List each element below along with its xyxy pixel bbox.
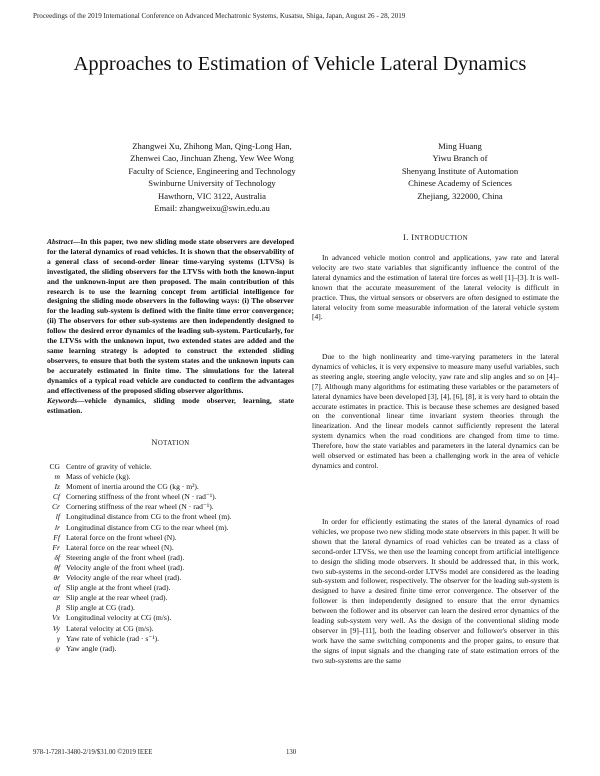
author-affiliation-left [82, 140, 342, 214]
notation-description: Slip angle at the front wheel (rad). [66, 583, 171, 593]
notation-row [32, 593, 302, 603]
notation-row [32, 613, 302, 623]
notation-row [32, 553, 302, 563]
notation-description: Steering angle of the front wheel (rad). [66, 552, 185, 562]
author-line: Zhejiang, 322000, China [417, 190, 503, 201]
notation-symbol: δf [54, 552, 60, 562]
notation-row [32, 492, 302, 502]
notation-row [32, 502, 302, 512]
notation-row [32, 583, 302, 593]
author-line: Faculty of Science, Engineering and Technology [128, 165, 296, 176]
notation-row [32, 472, 302, 482]
keywords [47, 396, 294, 416]
notation-description: Slip angle at the rear wheel (rad). [66, 593, 168, 603]
notation-symbol: Cf [52, 492, 60, 502]
notation-row [32, 523, 302, 533]
intro-paragraph: Due to the high nonlinearity and time-varying parameters in the lateral dynamics of vehicles, it is very expensive to measure many useful variables, such as steering angle, steering angle velocity, yaw rate and slip angles and so on [4]–[7]. Although many algorithms for estimating these variables or the parameters of lateral dynamics have been developed [3], [4], [6], [8], it is very hard to obtain the accurate estimates in practice. This is because these schemes are designed based on the conventional linear time invariant system theories through the linearization. And the linear models cannot sufficiently represent the lateral system dynamics when the road conditions are changed from time to time. Therefore, how the state variables and parameters in the lateral dynamics can be well observed or estimated has been a challenging work in the area of vehicle dynamics and control. [312, 352, 559, 470]
keywords-text: —vehicle dynamics, sliding mode observer, learning, state estimation. [47, 396, 294, 415]
notation-description: Slip angle at CG (rad). [66, 603, 135, 613]
notation-description: Mass of vehicle (kg). [66, 472, 131, 482]
author-line: Zhangwei Xu, Zhihong Man, Qing-Long Han, [132, 141, 292, 151]
notation-description: Yaw angle (rad). [66, 643, 117, 653]
author-line: Shenyang Institute of Automation [401, 165, 519, 176]
notation-row [32, 482, 302, 492]
abstract-text: —In this paper, two new sliding mode state observers are developed for the lateral dynamics of road vehicles. It is shown that the observability of a general class of second-order linear time-varying systems (LTVSs) is investigated, the sliding observers for the LTVSs with both the known-input and the unknown-input are then proposed. The main contribution of this research is to use the learning concept from artificial intelligence for designing the sliding mode observers in the following ways: (i) The observer for the leading sub-system is defined with the finite time error convergence; (ii) The observers for other sub-systems are then independently designed to follow the desired error dynamics of the leading sub-system. Particularly, for the LTVSs with the unknown input, two extended states are added and the same learning strategy is adopted to construct the extended sliding observers, to ensure that both the system states and the unknown inputs can be accurately estimated in finite time. The simulations for the lateral dynamics of a typical road vehicle are conducted to confirm the advantages and effectiveness of the proposed sliding observer algorithms. [47, 237, 294, 395]
author-email: Email: zhangweixu@swin.edu.au [154, 203, 270, 214]
copyright-footer: 978-1-7281-3480-2/19/$31.00 ©2019 IEEE [33, 749, 153, 756]
notation-row [32, 543, 302, 553]
notation-symbol: αf [53, 583, 60, 593]
author-line: Hawthorn, VIC 3122, Australia [158, 190, 266, 201]
keywords-label: Keywords [47, 396, 77, 405]
notation-row [32, 573, 302, 583]
notation-symbol: lr [54, 522, 60, 532]
notation-row [32, 624, 302, 634]
notation-description: Longitudinal distance from CG to the rear wheel (m). [66, 522, 229, 532]
notation-symbol: Cr [51, 502, 60, 512]
notation-symbol: m [54, 472, 60, 482]
conference-header: Proceedings of the 2019 International Conference on Advanced Mechatronic Systems, Kusatsu, Shiga, Japan, August 26 - 28, 2019 [33, 12, 406, 20]
notation-symbol: CG [49, 462, 60, 471]
notation-symbol: Iz [54, 482, 60, 492]
notation-description: Longitudinal distance from CG to the front wheel (m). [66, 512, 232, 522]
notation-description: Moment of inertia around the CG (kg · m²). [66, 482, 199, 492]
notation-row [32, 644, 302, 654]
notation-description: Velocity angle of the front wheel (rad). [66, 562, 185, 572]
notation-symbol: Fr [52, 542, 60, 552]
notation-row [32, 462, 302, 472]
notation-symbol: Vy [52, 623, 60, 633]
notation-description: Lateral force on the front wheel (N). [66, 532, 177, 542]
notation-description: Lateral force on the rear wheel (N). [66, 542, 174, 552]
author-line: Ming Huang [438, 141, 482, 151]
notation-symbol: αr [53, 593, 60, 603]
notation-row [32, 512, 302, 522]
notation-symbol: θr [53, 573, 60, 583]
notation-description: Cornering stiffness of the front wheel (N · rad⁻¹). [66, 492, 217, 502]
introduction-heading: I. INTRODUCTION [403, 233, 468, 242]
notation-row [32, 634, 302, 644]
notation-row [32, 533, 302, 543]
notation-description: Lateral velocity at CG (m/s). [66, 623, 154, 633]
notation-symbol: lf [55, 512, 60, 522]
notation-description: Yaw rate of vehicle (rad · s⁻¹). [66, 633, 160, 643]
notation-symbol: θf [54, 562, 60, 572]
notation-symbol: Ff [53, 532, 60, 542]
notation-description: Longitudinal velocity at CG (m/s). [66, 613, 172, 623]
notation-list [32, 462, 302, 654]
author-line: Yiwu Branch of [432, 153, 488, 164]
author-line: Zhenwei Cao, Jinchuan Zheng, Yew Wee Wong [130, 153, 294, 164]
author-affiliation-right [365, 140, 555, 202]
notation-row [32, 563, 302, 573]
notation-symbol: γ [57, 633, 60, 643]
author-line: Swinburne University of Technology [148, 178, 276, 189]
page-number: 130 [286, 749, 297, 756]
notation-heading: NOTATION [151, 438, 190, 447]
notation-symbol: β [56, 603, 60, 613]
abstract-label: Abstract [47, 237, 73, 246]
intro-paragraph: In order for efficiently estimating the states of the lateral dynamics of road vehicles, we propose two new sliding mode state observers in this paper. It will be shown that the lateral dynamics of road vehicles can be treated as a class of second-order LTVSs, we then use the learning concept from artificial intelligence to design the sliding mode observers. It should be addressed that, in this work, two sub-systems in the second-order LTVSs model are considered as the leading sub-system and follower, respectively. The observer for the leading sub-system is designed to have a desired finite time error convergence. The observer of the follower is then independently designed to ensure that the error dynamics between the follower and its observer can learn the desired error dynamics of the leading sub-system very well. As the design of the conventional sliding mode observer in [9]–[11], both the leading observer and follower's observer in this work have the same switching components and the proper gains, to ensure that the signs of input signals and the changing rate of state estimation errors of the two sub-systems are the same [312, 517, 559, 665]
notation-description: Centre of gravity of vehicle. [66, 462, 152, 471]
intro-paragraph: In advanced vehicle motion control and applications, yaw rate and lateral velocity are two state variables that significantly influence the control of the lateral dynamics and the estimation of lateral tire forces as well [1]–[3]. It is well-known that the accurate measurement of the lateral velocity is difficult in practice. Thus, the virtual sensors or observers are often designed to estimate the lateral velocity from some measurable information of the lateral vehicle system [4]. [312, 253, 559, 322]
notation-description: Cornering stiffness of the rear wheel (N · rad⁻¹). [66, 502, 214, 512]
notation-row [32, 603, 302, 613]
paper-title: Approaches to Estimation of Vehicle Lateral Dynamics [73, 53, 527, 75]
notation-symbol: Vx [51, 613, 60, 623]
author-line: Chinese Academy of Sciences [408, 178, 512, 189]
notation-symbol: ψ [55, 643, 60, 653]
notation-description: Velocity angle of the rear wheel (rad). [66, 573, 182, 583]
abstract [47, 237, 294, 396]
